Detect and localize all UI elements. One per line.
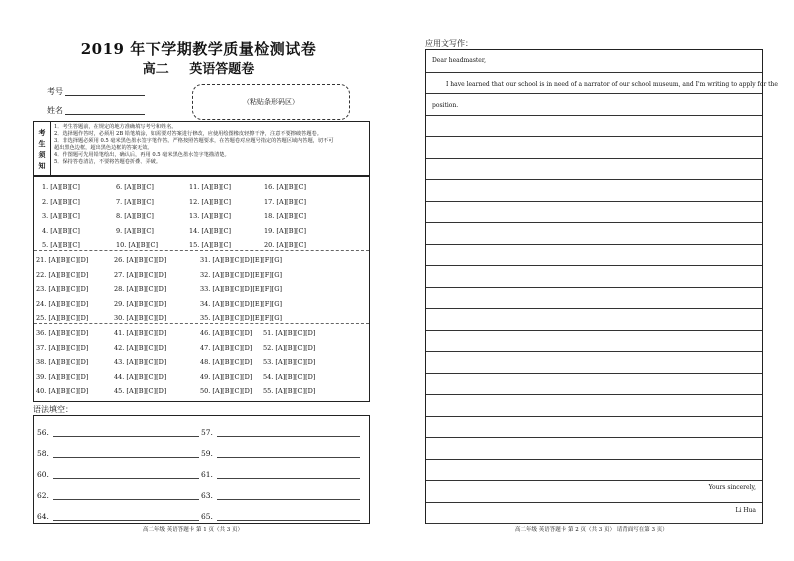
essay-ruled-line	[426, 394, 762, 395]
footer-left: 高二年级 英语答题卡 第 1 页（共 3 页）	[143, 527, 243, 533]
mc-question[interactable]: 4. [A][B][C]	[42, 226, 80, 235]
grammar-answer-line[interactable]	[53, 512, 199, 521]
mc-question[interactable]: 31. [A][B][C][D][E][F][G]	[200, 256, 283, 264]
essay-closing: Yours sincerely,	[708, 484, 756, 491]
essay-line-1: I have learned that our school is in need of a narrator of our school museum, and I'm writing to apply for the	[446, 81, 778, 88]
grammar-blank[interactable]	[201, 512, 360, 521]
grammar-answer-line[interactable]	[53, 428, 199, 437]
mc-question[interactable]: 43. [A][B][C][D]	[114, 358, 167, 366]
grammar-blank[interactable]	[37, 449, 199, 458]
essay-ruled-line	[426, 158, 762, 159]
grammar-answer-line[interactable]	[217, 428, 360, 437]
mc-question[interactable]: 32. [A][B][C][D][E][F][G]	[200, 270, 283, 279]
mc-question[interactable]: 15. [A][B][C]	[189, 241, 232, 249]
essay-ruled-line	[426, 437, 762, 438]
mc-question[interactable]: 9. [A][B][C]	[116, 226, 154, 235]
mc-question[interactable]: 47. [A][B][C][D]	[200, 343, 253, 352]
essay-ruled-line	[426, 222, 762, 223]
mc-question[interactable]: 38. [A][B][C][D]	[36, 358, 89, 366]
mc-question[interactable]: 10. [A][B][C]	[116, 241, 159, 249]
mc-question[interactable]: 23. [A][B][C][D]	[36, 285, 89, 293]
essay-ruled-line	[426, 351, 762, 352]
footer-right: 高二年级 英语答题卡 第 2 页（共 3 页） 请背面写在第 3 页）	[515, 527, 668, 533]
mc-question[interactable]: 28. [A][B][C][D]	[114, 285, 167, 293]
essay-line-2: position.	[432, 102, 459, 109]
essay-signature: Li Hua	[735, 507, 756, 514]
grammar-number: 64.	[37, 512, 49, 521]
mc-question[interactable]: 37. [A][B][C][D]	[36, 343, 89, 352]
mc-question[interactable]: 48. [A][B][C][D]	[200, 358, 253, 366]
grade-label: 高二	[142, 62, 169, 77]
essay-ruled-line	[426, 480, 762, 481]
mc-question[interactable]: 39. [A][B][C][D]	[36, 372, 89, 381]
essay-ruled-line	[426, 72, 762, 73]
subject-label: 英语答题卷	[189, 62, 255, 77]
mc-question[interactable]: 22. [A][B][C][D]	[36, 270, 89, 279]
mc-question[interactable]: 6. [A][B][C]	[116, 183, 154, 191]
grammar-answer-line[interactable]	[217, 512, 360, 521]
essay-ruled-line	[426, 308, 762, 309]
notice-items	[54, 124, 366, 166]
mc-question[interactable]: 30. [A][B][C][D]	[114, 314, 167, 322]
grammar-blank[interactable]	[201, 428, 360, 437]
mc-question[interactable]: 12. [A][B][C]	[189, 197, 232, 206]
mc-question[interactable]: 51. [A][B][C][D]	[263, 329, 316, 337]
essay-ruled-line	[426, 523, 762, 524]
mc-question[interactable]: 26. [A][B][C][D]	[114, 256, 167, 264]
mc-question[interactable]: 29. [A][B][C][D]	[114, 299, 167, 308]
grammar-blank[interactable]	[37, 428, 199, 437]
grammar-number: 65.	[201, 512, 213, 521]
mc-question[interactable]: 16. [A][B][C]	[264, 183, 307, 191]
essay-ruled-line	[426, 416, 762, 417]
essay-box[interactable]	[425, 49, 778, 524]
mc-question[interactable]: 17. [A][B][C]	[264, 197, 307, 206]
name-label: 姓名	[47, 106, 63, 115]
grammar-answer-line[interactable]	[217, 491, 360, 500]
essay-greeting: Dear headmaster,	[432, 57, 486, 64]
mc-question[interactable]: 44. [A][B][C][D]	[114, 372, 167, 381]
grammar-answer-line[interactable]	[53, 449, 199, 458]
mc-question[interactable]: 5. [A][B][C]	[42, 241, 80, 249]
grammar-number: 57.	[201, 428, 213, 437]
essay-ruled-line	[426, 244, 762, 245]
notice-item: 3．非选择题必须用 0.5 毫米黑色墨水签字笔作答。严格按照答题要求，在答题卷对应题号指定的答题区域内答题，切不可	[54, 138, 334, 144]
mc-question[interactable]: 55. [A][B][C][D]	[263, 387, 316, 395]
mc-question[interactable]: 21. [A][B][C][D]	[36, 256, 89, 264]
notice-heading: 考 生 须 知	[34, 122, 51, 175]
grammar-number: 60.	[37, 470, 49, 479]
notice-item: 4．作图题可先用铅笔绘出，确认后，再用 0.5 毫米黑色墨水签字笔描清楚。	[54, 152, 230, 158]
grammar-answer-line[interactable]	[217, 470, 360, 479]
mc-question[interactable]: 1. [A][B][C]	[42, 183, 80, 191]
mc-question[interactable]: 2. [A][B][C]	[42, 197, 80, 206]
mc-question[interactable]: 54. [A][B][C][D]	[263, 372, 316, 381]
grammar-fill-box	[33, 415, 370, 524]
exam-title: 2019 年下学期教学质量检测试卷	[80, 40, 317, 58]
essay-ruled-line	[426, 93, 762, 94]
section-divider	[34, 323, 369, 324]
mc-question[interactable]: 46. [A][B][C][D]	[200, 329, 253, 337]
mc-question[interactable]: 8. [A][B][C]	[116, 212, 154, 220]
grammar-blank[interactable]	[37, 470, 199, 479]
mc-question[interactable]: 33. [A][B][C][D][E][F][G]	[200, 285, 283, 293]
grammar-number: 59.	[201, 449, 213, 458]
notice-item: 2．选择题作答时，必须用 2B 铅笔填涂，如需要对答案进行修改，应使用绘图橡皮轻擦干净，注意不要擦破答题卷。	[54, 131, 322, 137]
essay-ruled-line	[426, 179, 762, 180]
name-field[interactable]	[65, 104, 145, 115]
essay-ruled-line	[426, 136, 762, 137]
exam-subtitle	[0, 58, 397, 77]
essay-ruled-line	[426, 201, 762, 202]
mc-question[interactable]: 24. [A][B][C][D]	[36, 299, 89, 308]
notice-box	[33, 121, 370, 176]
grammar-number: 63.	[201, 491, 213, 500]
mc-question[interactable]: 18. [A][B][C]	[264, 212, 307, 220]
essay-ruled-line	[426, 330, 762, 331]
essay-ruled-line	[426, 287, 762, 288]
exam-no-field[interactable]	[65, 85, 145, 96]
mc-question[interactable]: 41. [A][B][C][D]	[114, 329, 167, 337]
essay-ruled-line	[426, 265, 762, 266]
mc-question[interactable]: 45. [A][B][C][D]	[114, 387, 167, 395]
grammar-number: 61.	[201, 470, 213, 479]
mc-question[interactable]: 7. [A][B][C]	[116, 197, 154, 206]
mc-question[interactable]: 25. [A][B][C][D]	[36, 314, 89, 322]
mc-question[interactable]: 49. [A][B][C][D]	[200, 372, 253, 381]
barcode-area: （粘贴条形码区）	[192, 84, 350, 120]
grammar-blank[interactable]	[201, 491, 360, 500]
exam-no-label: 考号	[47, 87, 63, 96]
notice-item: 超出黑色边框，超出黑色边框的答案无效。	[54, 145, 153, 151]
grammar-number: 58.	[37, 449, 49, 458]
grammar-number: 56.	[37, 428, 49, 437]
essay-ruled-line	[426, 373, 762, 374]
mc-question[interactable]: 13. [A][B][C]	[189, 212, 232, 220]
mc-question[interactable]: 50. [A][B][C][D]	[200, 387, 253, 395]
mc-question[interactable]: 36. [A][B][C][D]	[36, 329, 89, 337]
grammar-answer-line[interactable]	[53, 491, 199, 500]
mc-question[interactable]: 35. [A][B][C][D][E][F][G]	[200, 314, 283, 322]
mc-question[interactable]: 3. [A][B][C]	[42, 212, 80, 220]
grammar-label: 语法填空：	[33, 405, 73, 414]
mc-question[interactable]: 20. [A][B][C]	[264, 241, 307, 249]
mc-question[interactable]: 19. [A][B][C]	[264, 226, 307, 235]
section-divider	[34, 250, 369, 251]
essay-label: 应用文写作：	[425, 39, 473, 48]
mc-question[interactable]: 34. [A][B][C][D][E][F][G]	[200, 299, 283, 308]
grammar-blank[interactable]	[201, 449, 360, 458]
mc-question[interactable]: 27. [A][B][C][D]	[114, 270, 167, 279]
mc-question[interactable]: 14. [A][B][C]	[189, 226, 232, 235]
essay-ruled-line	[426, 459, 762, 460]
essay-ruled-line	[426, 502, 762, 503]
notice-item: 1．考生答题前，在规定的地方准确填写考号和姓名。	[54, 124, 177, 130]
mc-question[interactable]: 53. [A][B][C][D]	[263, 358, 316, 366]
grammar-answer-line[interactable]	[53, 470, 199, 479]
mc-question[interactable]: 42. [A][B][C][D]	[114, 343, 167, 352]
grammar-blank[interactable]	[37, 512, 199, 521]
multiple-choice-box	[33, 176, 370, 402]
grammar-answer-line[interactable]	[217, 449, 360, 458]
mc-question[interactable]: 11. [A][B][C]	[189, 183, 232, 191]
essay-ruled-line	[426, 115, 762, 116]
mc-question[interactable]: 40. [A][B][C][D]	[36, 387, 89, 395]
mc-question[interactable]: 52. [A][B][C][D]	[263, 343, 316, 352]
notice-item: 5．保持答卷清洁，不要将答题卷折叠、弄破。	[54, 159, 162, 165]
grammar-number: 62.	[37, 491, 49, 500]
grammar-blank[interactable]	[37, 491, 199, 500]
grammar-blank[interactable]	[201, 470, 360, 479]
